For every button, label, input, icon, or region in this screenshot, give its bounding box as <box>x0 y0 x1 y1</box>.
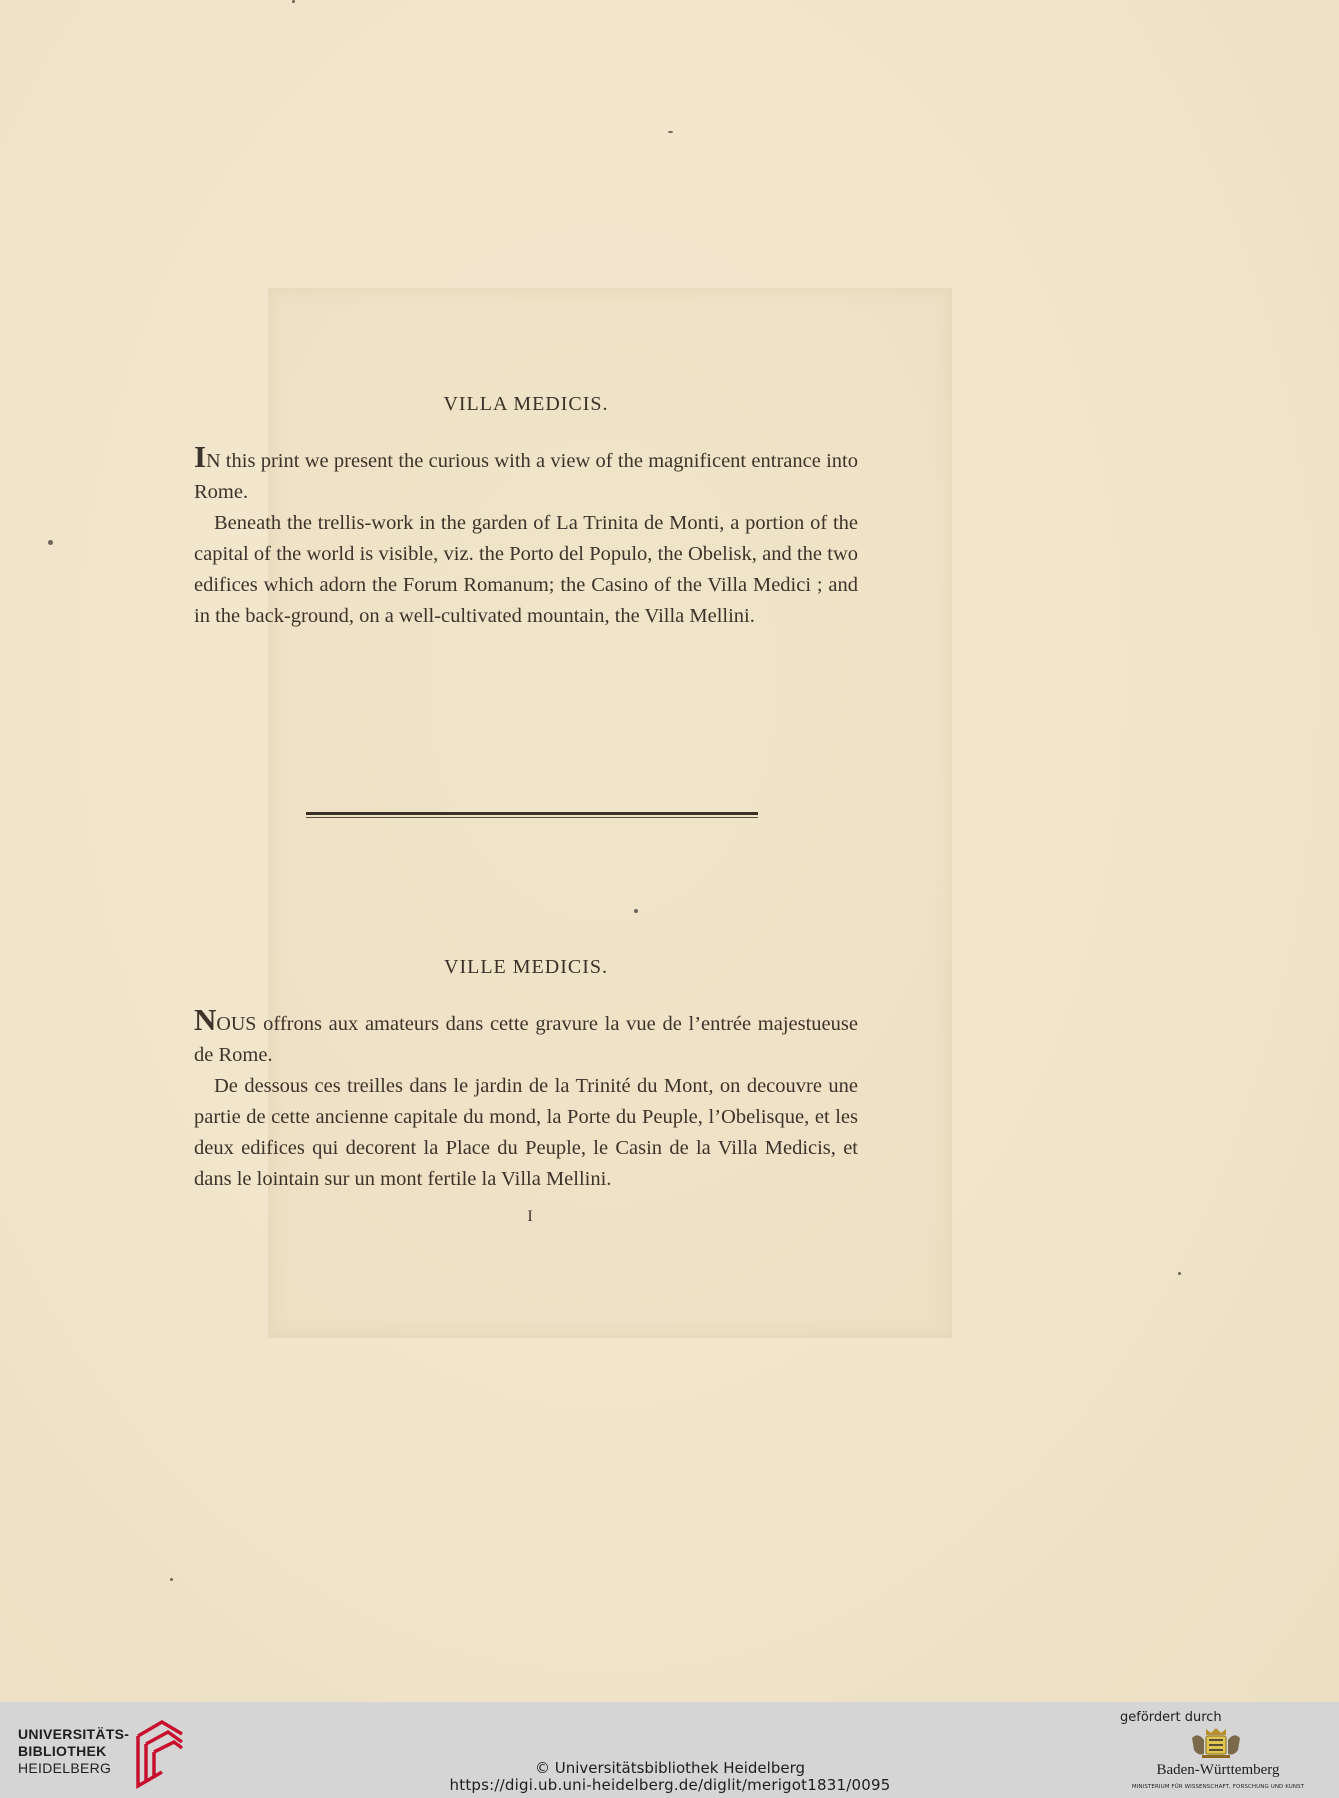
divider-thin-line <box>306 817 758 818</box>
english-paragraph-1 <box>194 439 858 508</box>
drop-cap: I <box>194 439 207 474</box>
divider-thick-line <box>306 812 758 815</box>
library-name-line-1: UNIVERSITÄTS- <box>18 1726 130 1742</box>
source-url-link[interactable]: https://digi.ub.uni-heidelberg.de/diglit/merigot1831/0095 <box>449 1776 891 1794</box>
paper-speck <box>48 540 53 545</box>
paper-speck <box>634 909 638 913</box>
paper-speck <box>668 131 673 133</box>
page-number: I <box>527 1208 533 1225</box>
french-paragraph-1 <box>194 1002 858 1071</box>
drop-cap: N <box>194 1002 217 1037</box>
french-title: VILLE MEDICIS. <box>444 956 608 978</box>
english-paragraph-2: Beneath the trellis-work in the garden of La Trinita de Monti, a portion of the capital of the world is visible, viz. the Porto del Populo, the Obelisk, and the two edifices which adorn the Forum Romanum; the Casino of the Villa Medici ; and in the back-ground, on a well-cultivated mountain, the Villa Mellini. <box>194 512 858 627</box>
footer-bar <box>0 1702 1339 1798</box>
french-paragraph-2: De dessous ces treilles dans le jardin de la Trinité du Mont, on decouvre une partie de cette ancienne capitale du mond, la Porte du Peuple, l’Obelisque, et les deux edifices qui decorent la Place du Peuple, le Casin de la Villa Medicis, et dans le lointain sur un mont fertile la Villa Mellini. <box>194 1075 858 1190</box>
paragraph-text: this print we present the curious with a view of the magnificent entrance into Rome. <box>194 450 858 503</box>
french-text <box>194 1002 858 1195</box>
paper-speck <box>292 0 295 3</box>
funded-by-label: gefördert durch <box>1120 1710 1222 1725</box>
copyright-notice: © Universitätsbibliothek Heidelberg <box>534 1759 805 1777</box>
state-name: Baden-Württemberg <box>1156 1762 1280 1778</box>
library-name <box>18 1726 129 1777</box>
paper-speck <box>1178 1272 1181 1275</box>
section-divider <box>306 810 758 820</box>
english-text <box>194 439 858 632</box>
english-title: VILLA MEDICIS. <box>443 393 609 415</box>
coat-of-arms-icon <box>1188 1726 1244 1760</box>
small-cap: N <box>206 450 221 472</box>
library-name-line-3: HEIDELBERG <box>18 1760 112 1776</box>
paragraph-text: offrons aux amateurs dans cette gravure la vue de l’entrée majestueuse de Rome. <box>194 1013 858 1066</box>
paper-speck <box>170 1578 173 1581</box>
small-cap: OUS <box>216 1013 257 1035</box>
library-name-line-2: BIBLIOTHEK <box>18 1743 107 1759</box>
library-logo-icon <box>132 1716 188 1792</box>
ministry-name: MINISTERIUM FÜR WISSENSCHAFT, FORSCHUNG UND KUNST <box>1131 1784 1305 1790</box>
